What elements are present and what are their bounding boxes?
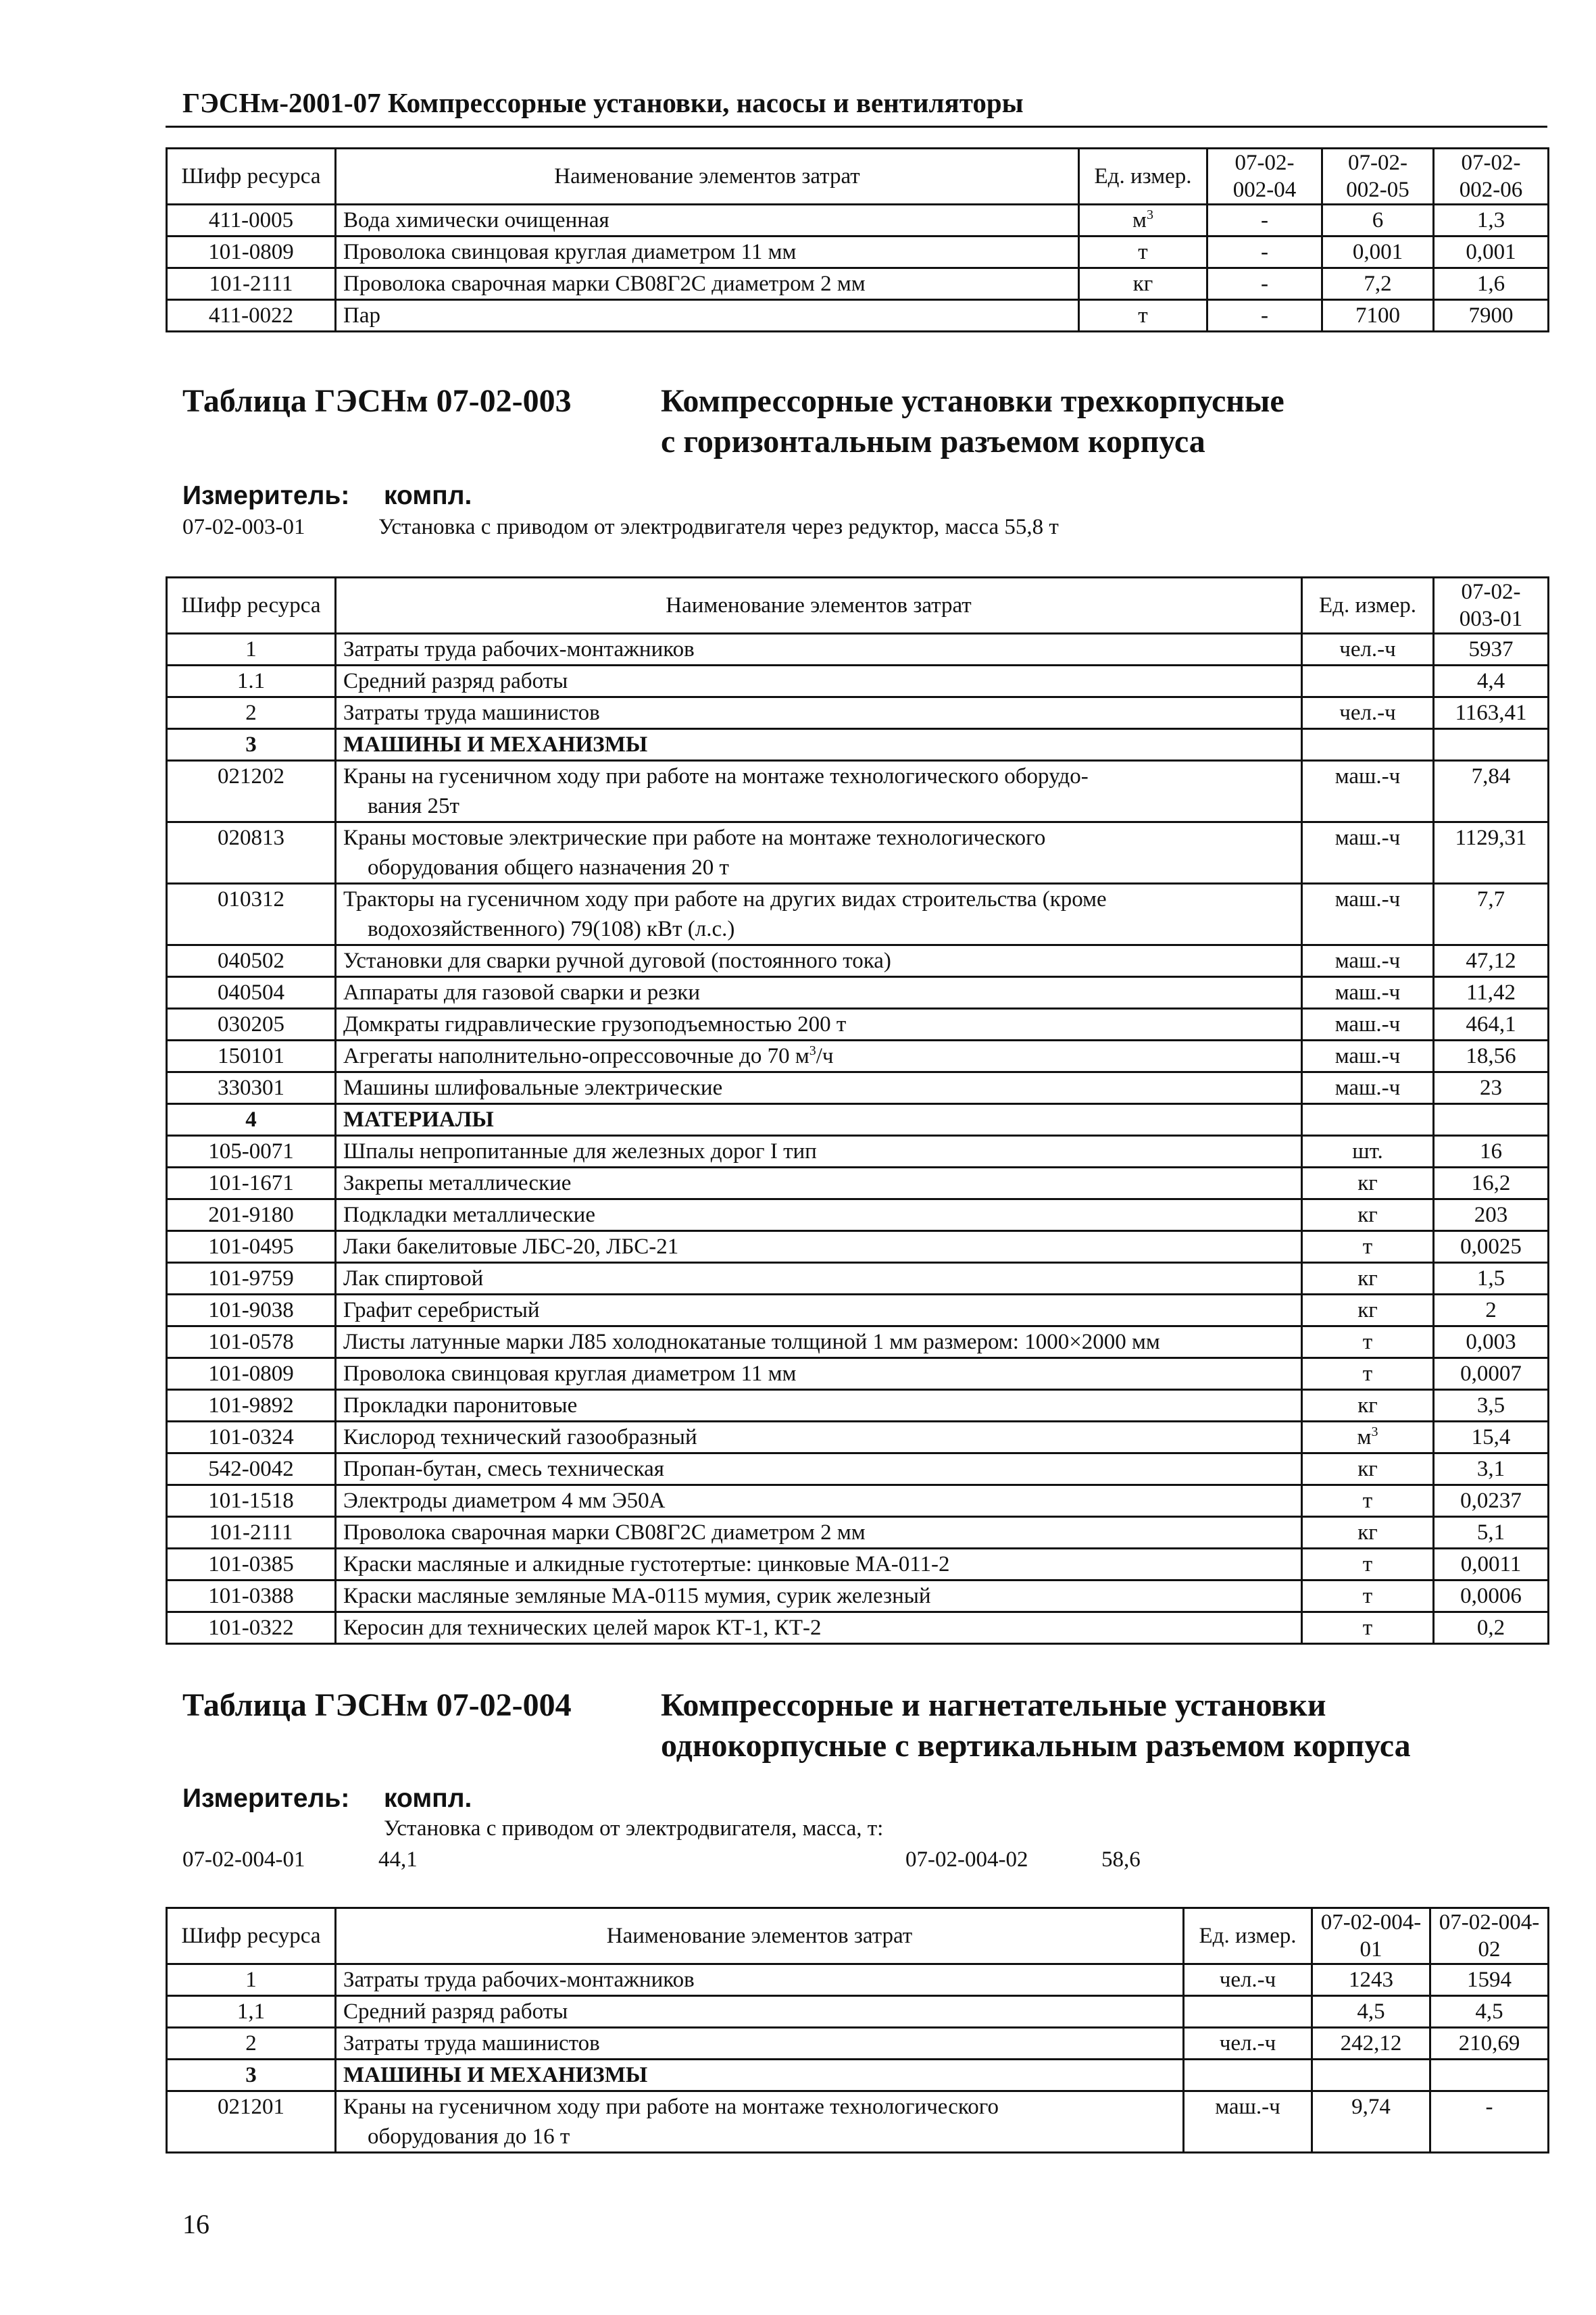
table-row bbox=[167, 1009, 1549, 1041]
table-row bbox=[167, 268, 1549, 300]
cell-unit: чел.-ч bbox=[1302, 634, 1434, 666]
cell-code: 2 bbox=[167, 2028, 336, 2060]
cell-value-1: - bbox=[1207, 237, 1322, 268]
cell-unit: маш.-ч bbox=[1184, 2091, 1312, 2153]
cell-name: Средний разряд работы bbox=[336, 666, 1302, 697]
table-row bbox=[167, 634, 1549, 666]
header-code: Шифр ресурса bbox=[167, 149, 336, 205]
cell-unit: маш.-ч bbox=[1302, 945, 1434, 977]
cell-code: 101-9038 bbox=[167, 1295, 336, 1326]
cell-name: Вода химически очищенная bbox=[336, 205, 1079, 237]
cell-value-1 bbox=[1434, 729, 1549, 761]
table-header-row bbox=[167, 578, 1549, 634]
header-variant-3: 07-02-002-06 bbox=[1434, 149, 1549, 205]
cell-value-1: 9,74 bbox=[1312, 2091, 1430, 2153]
cell-code: 3 bbox=[167, 2060, 336, 2091]
cell-unit: т bbox=[1302, 1326, 1434, 1358]
resource-table-07-02-002 bbox=[166, 147, 1549, 332]
variant-2-value: 58,6 bbox=[1101, 1847, 1141, 1872]
cell-value-1: 11,42 bbox=[1434, 977, 1549, 1009]
cell-value-3: 1,6 bbox=[1434, 268, 1549, 300]
cell-value-2: 6 bbox=[1322, 205, 1434, 237]
cell-code: 101-0578 bbox=[167, 1326, 336, 1358]
table-row bbox=[167, 2028, 1549, 2060]
cell-name: Краски масляные земляные МА-0115 мумия, сурик железный bbox=[336, 1580, 1302, 1612]
cell-code: 101-0809 bbox=[167, 1358, 336, 1390]
cell-unit: шт. bbox=[1302, 1136, 1434, 1168]
header-unit: Ед. измер. bbox=[1302, 578, 1434, 634]
header-rule bbox=[166, 126, 1547, 128]
header-variant-1: 07-02-003-01 bbox=[1434, 578, 1549, 634]
cell-value-1: 7,84 bbox=[1434, 761, 1549, 822]
cell-name: Кислород технический газообразный bbox=[336, 1422, 1302, 1453]
cell-name: Машины шлифовальные электрические bbox=[336, 1072, 1302, 1104]
cell-code: 101-2111 bbox=[167, 1517, 336, 1549]
table-row bbox=[167, 1517, 1549, 1549]
table-row bbox=[167, 1485, 1549, 1517]
cell-code: 105-0071 bbox=[167, 1136, 336, 1168]
cell-unit: маш.-ч bbox=[1302, 1041, 1434, 1072]
table-row bbox=[167, 697, 1549, 729]
table-row bbox=[167, 1580, 1549, 1612]
cell-code: 101-9892 bbox=[167, 1390, 336, 1422]
cell-value-1: 15,4 bbox=[1434, 1422, 1549, 1453]
table-row bbox=[167, 1104, 1549, 1136]
cell-unit: маш.-ч bbox=[1302, 1009, 1434, 1041]
cell-value-1: 2 bbox=[1434, 1295, 1549, 1326]
cell-unit: маш.-ч bbox=[1302, 884, 1434, 945]
table-title-line1-07-02-004: Компрессорные и нагнетательные установки bbox=[661, 1687, 1326, 1723]
cell-value-1: 3,1 bbox=[1434, 1453, 1549, 1485]
table-row bbox=[167, 237, 1549, 268]
cell-value-2: 7100 bbox=[1322, 300, 1434, 332]
cell-unit bbox=[1302, 1104, 1434, 1136]
cell-name: Графит серебристый bbox=[336, 1295, 1302, 1326]
cell-unit: маш.-ч bbox=[1302, 761, 1434, 822]
table-row bbox=[167, 2091, 1549, 2153]
cell-code: 1.1 bbox=[167, 666, 336, 697]
cell-unit: т bbox=[1302, 1549, 1434, 1580]
cell-value-1: 47,12 bbox=[1434, 945, 1549, 977]
cell-unit: т bbox=[1302, 1485, 1434, 1517]
cell-name: Затраты труда машинистов bbox=[336, 2028, 1184, 2060]
cell-name: Установки для сварки ручной дуговой (постоянного тока) bbox=[336, 945, 1302, 977]
cell-value-1: 0,003 bbox=[1434, 1326, 1549, 1358]
cell-value-2: 7,2 bbox=[1322, 268, 1434, 300]
cell-code: 330301 bbox=[167, 1072, 336, 1104]
table-row bbox=[167, 822, 1549, 884]
cell-value-2: 0,001 bbox=[1322, 237, 1434, 268]
header-variant-2: 07-02-002-05 bbox=[1322, 149, 1434, 205]
variant-code: 07-02-003-01 bbox=[182, 515, 305, 539]
measure-label: Измеритель: bbox=[182, 1784, 350, 1813]
cell-value-2: 1594 bbox=[1430, 1964, 1549, 1996]
cell-value-1: 5,1 bbox=[1434, 1517, 1549, 1549]
cell-code: 101-0809 bbox=[167, 237, 336, 268]
cell-code: 101-2111 bbox=[167, 268, 336, 300]
cell-name: Затраты труда рабочих-монтажников bbox=[336, 1964, 1184, 1996]
cell-name: Краны мостовые электрические при работе на монтаже технологического оборудования общего назначения 20 т bbox=[336, 822, 1302, 884]
cell-value-1: 0,2 bbox=[1434, 1612, 1549, 1644]
table-row bbox=[167, 945, 1549, 977]
cell-code: 040504 bbox=[167, 977, 336, 1009]
cell-name: Лак спиртовой bbox=[336, 1263, 1302, 1295]
cell-unit: т bbox=[1302, 1580, 1434, 1612]
cell-code: 101-0388 bbox=[167, 1580, 336, 1612]
table-title-07-02-004: Таблица ГЭСНм 07-02-004 bbox=[182, 1687, 572, 1723]
cell-unit: т bbox=[1079, 237, 1207, 268]
cell-code: 2 bbox=[167, 697, 336, 729]
cell-value-1: 5937 bbox=[1434, 634, 1549, 666]
cell-unit: кг bbox=[1302, 1263, 1434, 1295]
cell-value-1 bbox=[1434, 1104, 1549, 1136]
cell-code: 020813 bbox=[167, 822, 336, 884]
header-name: Наименование элементов затрат bbox=[336, 578, 1302, 634]
resource-table-07-02-004 bbox=[166, 1907, 1549, 2154]
cell-name: Закрепы металлические bbox=[336, 1168, 1302, 1199]
cell-unit: т bbox=[1079, 300, 1207, 332]
cell-value-1: 0,0006 bbox=[1434, 1580, 1549, 1612]
cell-code: 030205 bbox=[167, 1009, 336, 1041]
cell-value-1: 0,0025 bbox=[1434, 1231, 1549, 1263]
cell-name: Шпалы непропитанные для железных дорог I тип bbox=[336, 1136, 1302, 1168]
cell-code: 101-0495 bbox=[167, 1231, 336, 1263]
table-row bbox=[167, 1041, 1549, 1072]
cell-code: 101-0324 bbox=[167, 1422, 336, 1453]
cell-value-3: 0,001 bbox=[1434, 237, 1549, 268]
table-row bbox=[167, 1996, 1549, 2028]
variant-1-value: 44,1 bbox=[378, 1847, 418, 1872]
resource-table-07-02-003 bbox=[166, 576, 1549, 1645]
cell-name: Проволока сварочная марки СВ08Г2С диаметром 2 мм bbox=[336, 268, 1079, 300]
cell-code: 542-0042 bbox=[167, 1453, 336, 1485]
table-title-07-02-003: Таблица ГЭСНм 07-02-003 bbox=[182, 383, 572, 419]
cell-name: МАШИНЫ И МЕХАНИЗМЫ bbox=[336, 2060, 1184, 2091]
cell-code: 101-0385 bbox=[167, 1549, 336, 1580]
cell-unit: маш.-ч bbox=[1302, 822, 1434, 884]
table-row bbox=[167, 1168, 1549, 1199]
cell-value-1: 23 bbox=[1434, 1072, 1549, 1104]
cell-name: Тракторы на гусеничном ходу при работе на других видах строительства (кроме водохозяйственного) 79(108) кВт (л.с.) bbox=[336, 884, 1302, 945]
cell-code: 1 bbox=[167, 634, 336, 666]
table-row bbox=[167, 1326, 1549, 1358]
cell-value-2 bbox=[1430, 2060, 1549, 2091]
cell-name: Агрегаты наполнительно-опрессовочные до 70 $м^3/ч$ bbox=[336, 1041, 1302, 1072]
cell-unit: маш.-ч bbox=[1302, 977, 1434, 1009]
cell-unit: кг bbox=[1302, 1168, 1434, 1199]
cell-unit bbox=[1302, 666, 1434, 697]
cell-code: 150101 bbox=[167, 1041, 336, 1072]
cell-value-1: 18,56 bbox=[1434, 1041, 1549, 1072]
cell-name: Затраты труда машинистов bbox=[336, 697, 1302, 729]
cell-name: МАШИНЫ И МЕХАНИЗМЫ bbox=[336, 729, 1302, 761]
cell-value-1: 4,4 bbox=[1434, 666, 1549, 697]
cell-value-1: 242,12 bbox=[1312, 2028, 1430, 2060]
table-row bbox=[167, 1964, 1549, 1996]
cell-unit: $м^3$ bbox=[1302, 1422, 1434, 1453]
cell-unit: кг bbox=[1302, 1453, 1434, 1485]
cell-value-1: 4,5 bbox=[1312, 1996, 1430, 2028]
cell-name: Средний разряд работы bbox=[336, 1996, 1184, 2028]
cell-value-1: 1,5 bbox=[1434, 1263, 1549, 1295]
cell-value-1: 203 bbox=[1434, 1199, 1549, 1231]
table-row bbox=[167, 1358, 1549, 1390]
table-title-line2-07-02-003: с горизонтальным разъемом корпуса bbox=[661, 424, 1205, 459]
cell-value-1: 0,0007 bbox=[1434, 1358, 1549, 1390]
cell-unit: маш.-ч bbox=[1302, 1072, 1434, 1104]
cell-code: 201-9180 bbox=[167, 1199, 336, 1231]
cell-unit bbox=[1302, 729, 1434, 761]
table-row bbox=[167, 1231, 1549, 1263]
cell-value-1: 464,1 bbox=[1434, 1009, 1549, 1041]
cell-unit: т bbox=[1302, 1231, 1434, 1263]
header-variant-1: 07-02-004-01 bbox=[1312, 1908, 1430, 1964]
cell-value-1: 1243 bbox=[1312, 1964, 1430, 1996]
cell-value-1: 16,2 bbox=[1434, 1168, 1549, 1199]
cell-name: МАТЕРИАЛЫ bbox=[336, 1104, 1302, 1136]
table-row bbox=[167, 884, 1549, 945]
cell-code: 040502 bbox=[167, 945, 336, 977]
cell-value-3: 7900 bbox=[1434, 300, 1549, 332]
table-row bbox=[167, 729, 1549, 761]
cell-name: Проволока свинцовая круглая диаметром 11 мм bbox=[336, 237, 1079, 268]
table-row bbox=[167, 1072, 1549, 1104]
cell-name: Лаки бакелитовые ЛБС-20, ЛБС-21 bbox=[336, 1231, 1302, 1263]
cell-name: Затраты труда рабочих-монтажников bbox=[336, 634, 1302, 666]
cell-code: 3 bbox=[167, 729, 336, 761]
header-name: Наименование элементов затрат bbox=[336, 1908, 1184, 1964]
header-variant-1: 07-02-002-04 bbox=[1207, 149, 1322, 205]
cell-value-1: 0,0237 bbox=[1434, 1485, 1549, 1517]
table-row bbox=[167, 1549, 1549, 1580]
table-header-row bbox=[167, 149, 1549, 205]
header-code: Шифр ресурса bbox=[167, 578, 336, 634]
table-row bbox=[167, 1422, 1549, 1453]
table-row bbox=[167, 2060, 1549, 2091]
cell-unit: т bbox=[1302, 1358, 1434, 1390]
cell-value-1: - bbox=[1207, 205, 1322, 237]
table-row bbox=[167, 1390, 1549, 1422]
cell-value-1: 16 bbox=[1434, 1136, 1549, 1168]
cell-value-1: 0,0011 bbox=[1434, 1549, 1549, 1580]
cell-name: Электроды диаметром 4 мм Э50А bbox=[336, 1485, 1302, 1517]
cell-value-3: 1,3 bbox=[1434, 205, 1549, 237]
cell-unit bbox=[1184, 2060, 1312, 2091]
cell-unit bbox=[1184, 1996, 1312, 2028]
running-head: ГЭСНм-2001-07 Компрессорные установки, насосы и вентиляторы bbox=[182, 87, 1024, 118]
measure-label: Измеритель: bbox=[182, 481, 350, 510]
cell-value-1: 3,5 bbox=[1434, 1390, 1549, 1422]
table-row bbox=[167, 761, 1549, 822]
table-row bbox=[167, 205, 1549, 237]
cell-unit: кг bbox=[1302, 1390, 1434, 1422]
table-title-line2-07-02-004: однокорпусные с вертикальным разъемом корпуса bbox=[661, 1728, 1411, 1764]
cell-value-2: - bbox=[1430, 2091, 1549, 2153]
cell-name: Пропан-бутан, смесь техническая bbox=[336, 1453, 1302, 1485]
cell-value-1: - bbox=[1207, 300, 1322, 332]
measure-value: компл. bbox=[384, 1784, 472, 1813]
cell-value-1: - bbox=[1207, 268, 1322, 300]
cell-value-1: 1129,31 bbox=[1434, 822, 1549, 884]
measure-value: компл. bbox=[384, 481, 472, 510]
cell-unit: кг bbox=[1302, 1199, 1434, 1231]
header-variant-2: 07-02-004-02 bbox=[1430, 1908, 1549, 1964]
page-number: 16 bbox=[182, 2209, 209, 2239]
table-row bbox=[167, 1612, 1549, 1644]
cell-name: Аппараты для газовой сварки и резки bbox=[336, 977, 1302, 1009]
cell-name: Краны на гусеничном ходу при работе на монтаже технологического оборудования до 16 т bbox=[336, 2091, 1184, 2153]
cell-code: 101-1671 bbox=[167, 1168, 336, 1199]
cell-unit: чел.-ч bbox=[1184, 2028, 1312, 2060]
cell-code: 101-1518 bbox=[167, 1485, 336, 1517]
table-header-row bbox=[167, 1908, 1549, 1964]
cell-unit: кг bbox=[1302, 1517, 1434, 1549]
cell-code: 101-0322 bbox=[167, 1612, 336, 1644]
cell-unit: кг bbox=[1302, 1295, 1434, 1326]
cell-name: Прокладки паронитовые bbox=[336, 1390, 1302, 1422]
variant-text: Установка с приводом от электродвигателя через редуктор, масса 55,8 т bbox=[378, 515, 1059, 539]
table-row bbox=[167, 977, 1549, 1009]
table-title-line1-07-02-003: Компрессорные установки трехкорпусные bbox=[661, 383, 1285, 419]
cell-name: Краны на гусеничном ходу при работе на монтаже технологического оборудо- вания 25т bbox=[336, 761, 1302, 822]
cell-unit: $м^3$ bbox=[1079, 205, 1207, 237]
header-name: Наименование элементов затрат bbox=[336, 149, 1079, 205]
cell-name: Пар bbox=[336, 300, 1079, 332]
table-row bbox=[167, 1263, 1549, 1295]
variant-intro: Установка с приводом от электродвигателя, масса, т: bbox=[384, 1816, 884, 1841]
variant-1-code: 07-02-004-01 bbox=[182, 1847, 305, 1872]
header-unit: Ед. измер. bbox=[1079, 149, 1207, 205]
table-row bbox=[167, 1295, 1549, 1326]
cell-code: 4 bbox=[167, 1104, 336, 1136]
cell-code: 1,1 bbox=[167, 1996, 336, 2028]
table-row bbox=[167, 1199, 1549, 1231]
cell-name: Листы латунные марки Л85 холоднокатаные толщиной 1 мм размером: 1000×2000 мм bbox=[336, 1326, 1302, 1358]
cell-unit: чел.-ч bbox=[1302, 697, 1434, 729]
cell-value-1: 1163,41 bbox=[1434, 697, 1549, 729]
cell-value-1 bbox=[1312, 2060, 1430, 2091]
cell-name: Проволока свинцовая круглая диаметром 11 мм bbox=[336, 1358, 1302, 1390]
cell-value-2: 4,5 bbox=[1430, 1996, 1549, 2028]
cell-name: Домкраты гидравлические грузоподъемностью 200 т bbox=[336, 1009, 1302, 1041]
table-row bbox=[167, 1136, 1549, 1168]
header-unit: Ед. измер. bbox=[1184, 1908, 1312, 1964]
cell-code: 021202 bbox=[167, 761, 336, 822]
cell-value-1: 7,7 bbox=[1434, 884, 1549, 945]
cell-name: Подкладки металлические bbox=[336, 1199, 1302, 1231]
cell-name: Краски масляные и алкидные густотертые: цинковые МА-011-2 bbox=[336, 1549, 1302, 1580]
cell-code: 411-0005 bbox=[167, 205, 336, 237]
cell-code: 1 bbox=[167, 1964, 336, 1996]
cell-name: Проволока сварочная марки СВ08Г2С диаметром 2 мм bbox=[336, 1517, 1302, 1549]
cell-value-2: 210,69 bbox=[1430, 2028, 1549, 2060]
cell-unit: т bbox=[1302, 1612, 1434, 1644]
cell-code: 411-0022 bbox=[167, 300, 336, 332]
header-code: Шифр ресурса bbox=[167, 1908, 336, 1964]
table-row bbox=[167, 666, 1549, 697]
variant-2-code: 07-02-004-02 bbox=[905, 1847, 1028, 1872]
cell-unit: чел.-ч bbox=[1184, 1964, 1312, 1996]
table-row bbox=[167, 300, 1549, 332]
cell-code: 010312 bbox=[167, 884, 336, 945]
cell-code: 101-9759 bbox=[167, 1263, 336, 1295]
table-row bbox=[167, 1453, 1549, 1485]
cell-name: Керосин для технических целей марок КТ-1, КТ-2 bbox=[336, 1612, 1302, 1644]
cell-code: 021201 bbox=[167, 2091, 336, 2153]
cell-unit: кг bbox=[1079, 268, 1207, 300]
